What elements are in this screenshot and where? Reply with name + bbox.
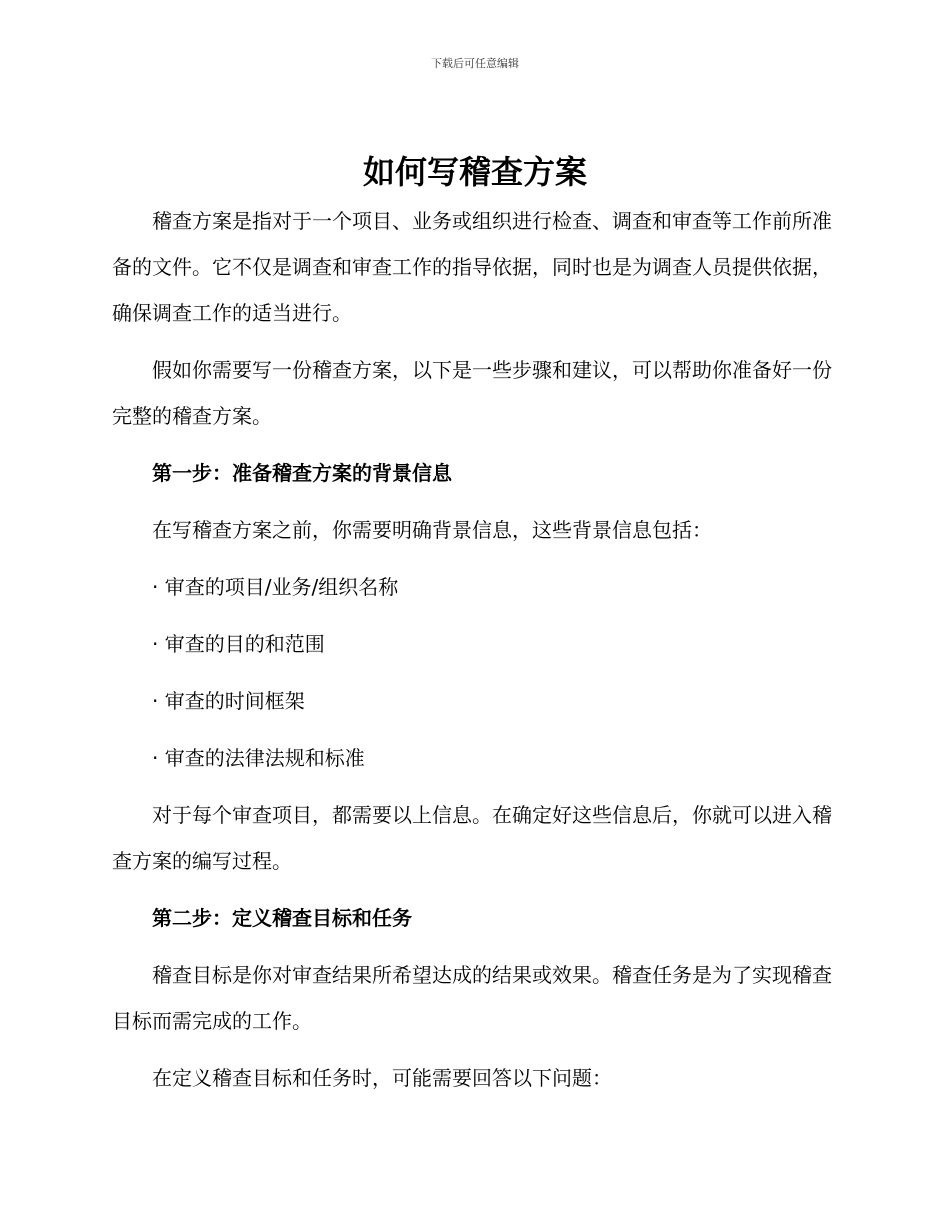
step2-heading: 第二步：定义稽查目标和任务 (152, 906, 412, 930)
document-title: 如何写稽查方案 (362, 153, 587, 191)
intro-paragraph-2: 假如你需要写一份稽查方案，以下是一些步骤和建议，可以帮助你准备好一份完整的稽查方案。 (112, 358, 832, 428)
step2-text-2: 在定义稽查目标和任务时，可能需要回答以下问题： (152, 1066, 612, 1090)
step1-text: 在写稽查方案之前，你需要明确背景信息，这些背景信息包括： (152, 518, 712, 542)
list-item: · 审查的项目/业务/组织名称 (152, 575, 399, 599)
step1-heading: 第一步：准备稽查方案的背景信息 (152, 461, 452, 485)
list-item: · 审查的法律法规和标准 (152, 746, 365, 770)
list-item: · 审查的时间框架 (152, 689, 305, 713)
document-body (112, 198, 832, 1112)
page-header-note: 下载后可任意编辑 (431, 57, 519, 70)
list-item: · 审查的目的和范围 (152, 632, 325, 656)
intro-paragraph: 稽查方案是指对于一个项目、业务或组织进行检查、调查和审查等工作前所准备的文件。它不仅是调查和审查工作的指导依据，同时也是为调查人员提供依据，确保调查工作的适当进行。 (112, 209, 832, 325)
step2-text: 稽查目标是你对审查结果所希望达成的结果或效果。稽查任务是为了实现稽查目标而需完成的工作。 (112, 963, 832, 1033)
step1-after-paragraph: 对于每个审查项目，都需要以上信息。在确定好这些信息后，你就可以进入稽查方案的编写过程。 (112, 803, 832, 873)
